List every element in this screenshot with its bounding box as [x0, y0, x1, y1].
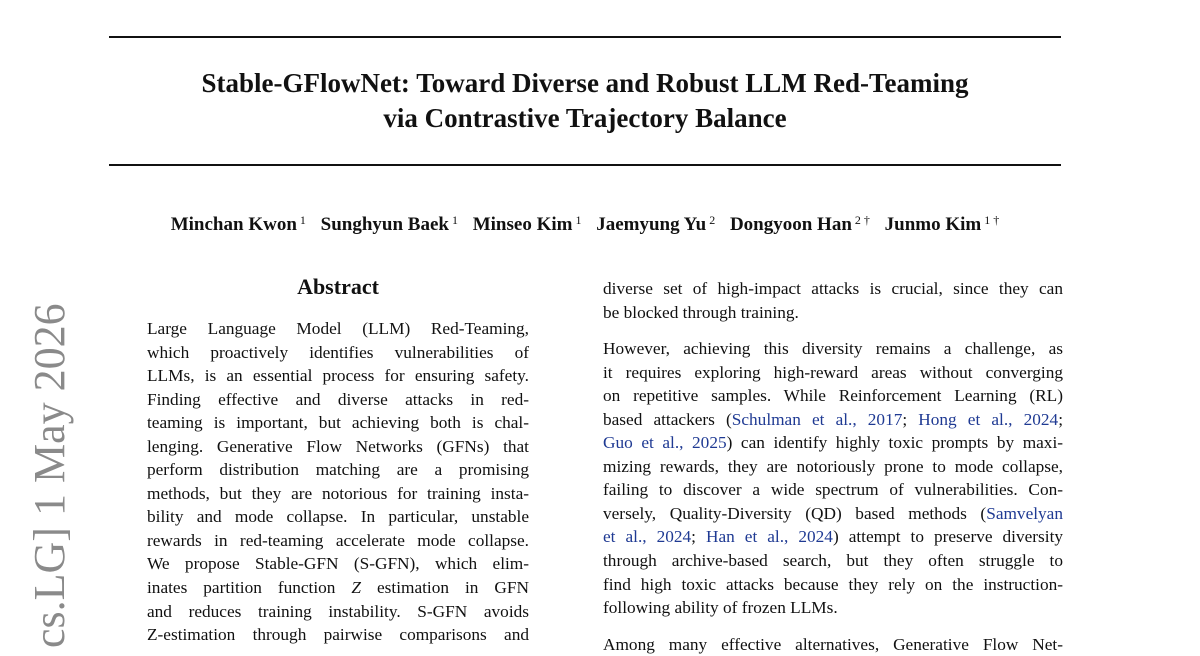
arxiv-watermark: cs.LG] 1 May 2026 — [25, 303, 74, 648]
author-name: Jaemyung Yu — [596, 214, 707, 235]
author-name: Minchan Kwon — [170, 214, 297, 235]
text-span: ; — [902, 409, 919, 429]
abstract-line: rewards in red-teaming accelerate mode collapse. — [147, 530, 529, 550]
author-list — [109, 208, 1061, 237]
author — [473, 214, 582, 235]
intro-column — [603, 277, 1063, 656]
author — [596, 214, 715, 235]
abstract-line: bility and mode collapse. In particular, unstable — [147, 507, 529, 527]
author — [730, 214, 870, 235]
abstract-line: which proactively identifies vulnerabilities of — [147, 342, 529, 362]
text-span: ) can identify highly toxic prompts by maxi- — [726, 433, 1063, 453]
author-name: Junmo Kim — [884, 214, 982, 235]
author — [171, 214, 306, 235]
author-name: Dongyoon Han — [729, 214, 852, 235]
body-line: on repetitive samples. While Reinforcement Learning (RL) — [603, 386, 1063, 406]
body-line: it requires exploring high-reward areas without converging — [603, 362, 1063, 382]
abstract-line: Z-estimation through pairwise comparisons and — [147, 625, 529, 645]
body-line: be blocked through training. — [603, 302, 799, 322]
author-affiliation: 2 — [709, 213, 716, 227]
title-bottom-rule — [109, 164, 1061, 166]
body-line — [603, 525, 1063, 549]
author-affiliation: 1 † — [984, 213, 1000, 227]
body-line: However, achieving this diversity remains a challenge, as — [603, 339, 1063, 359]
citation-link[interactable]: Guo et al., 2025 — [603, 433, 727, 453]
citation-link[interactable]: Samvelyan — [986, 503, 1063, 523]
author-affiliation: 1 — [299, 213, 306, 227]
body-line: find high toxic attacks because they rely on the instruction- — [603, 574, 1063, 594]
author-name: Minseo Kim — [472, 214, 573, 235]
abstract-line: We propose Stable-GFN (S-GFN), which elim- — [147, 554, 529, 574]
body-line: Among many effective alternatives, Generative Flow Net- — [603, 634, 1063, 654]
citation-link[interactable]: Hong et al., 2024 — [918, 409, 1059, 429]
title-line-2: via Contrastive Trajectory Balance — [383, 103, 787, 133]
abstract-line: inates partition function Z estimation in GFN — [147, 578, 529, 598]
body-line: diverse set of high-impact attacks is crucial, since they can — [603, 279, 1063, 298]
citation-link[interactable]: et al., 2024 — [603, 527, 692, 547]
title-top-rule — [109, 36, 1061, 38]
title-line-1: Stable-GFlowNet: Toward Diverse and Robust LLM Red-Teaming — [201, 68, 969, 98]
paper-title — [109, 66, 1061, 136]
body-line: following ability of frozen LLMs. — [603, 598, 838, 618]
text-span: versely, Quality-Diversity (QD) based methods ( — [603, 503, 987, 523]
author-affiliation: 1 — [575, 213, 582, 227]
abstract-line: perform distribution matching are a promising — [147, 460, 529, 480]
abstract-line: teaming is important, but achieving both is chal- — [147, 413, 529, 433]
abstract-line: methods, but they are notorious for training insta- — [147, 483, 529, 503]
author-affiliation: 2 † — [854, 213, 870, 227]
text-span: based attackers ( — [603, 409, 732, 429]
text-span: ; — [1058, 409, 1063, 429]
abstract-line: LLMs, is an essential process for ensuring safety. — [147, 366, 529, 386]
abstract-line: and reduces training instability. S-GFN avoids — [147, 601, 529, 621]
body-line — [603, 431, 1063, 455]
text-span: ) attempt to preserve diversity — [832, 527, 1064, 547]
body-line: failing to discover a wide spectrum of vulnerabilities. Con- — [603, 480, 1063, 500]
citation-link[interactable]: Han et al., 2024 — [705, 527, 833, 547]
author-name: Sunghyun Baek — [320, 214, 449, 235]
author — [321, 214, 458, 235]
body-line — [603, 502, 1063, 526]
body-line: through archive-based search, but they often struggle to — [603, 551, 1063, 571]
text-span: ; — [691, 527, 706, 547]
body-line — [603, 408, 1063, 432]
math-variable: Z — [351, 578, 362, 598]
abstract-line: Large Language Model (LLM) Red-Teaming, — [147, 319, 529, 338]
author-affiliation: 1 — [451, 213, 458, 227]
abstract-line: Finding effective and diverse attacks in red- — [147, 389, 529, 409]
abstract-line: lenging. Generative Flow Networks (GFNs) that — [147, 436, 529, 456]
citation-link[interactable]: Schulman et al., 2017 — [731, 409, 903, 429]
abstract-body — [147, 317, 529, 647]
author — [885, 214, 1000, 235]
abstract-heading: Abstract — [297, 274, 379, 299]
body-line: mizing rewards, they are notoriously prone to mode collapse, — [603, 456, 1063, 476]
